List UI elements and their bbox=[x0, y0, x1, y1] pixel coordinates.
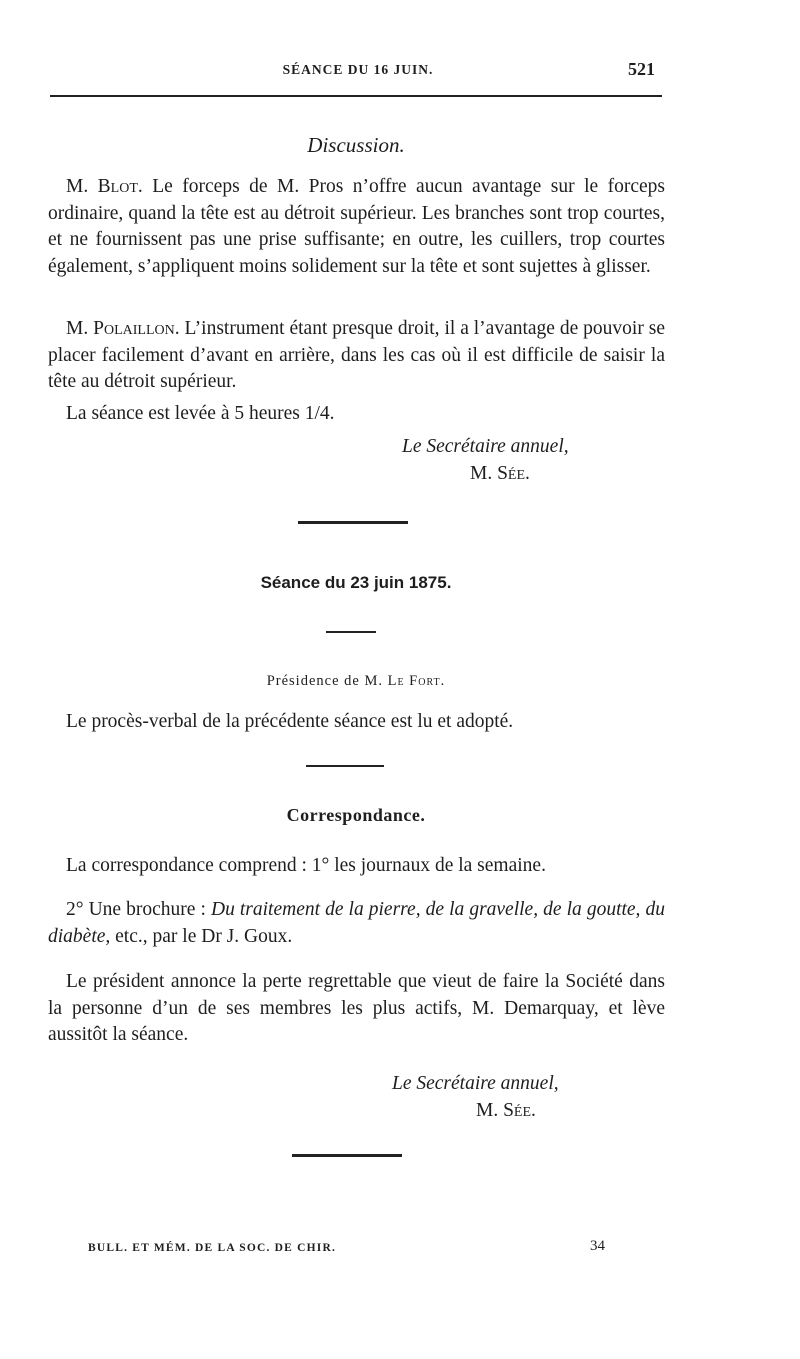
journal-footer: BULL. ET MÉM. DE LA SOC. DE CHIR. bbox=[88, 1242, 337, 1254]
running-title: SÉANCE DU 16 JUIN. bbox=[282, 62, 434, 77]
section-rule bbox=[298, 521, 408, 524]
correspondance-text-1: La correspondance comprend : 1° les journaux de la semaine. bbox=[66, 855, 546, 876]
closing-line bbox=[48, 401, 665, 428]
proces-verbal-paragraph bbox=[48, 709, 665, 736]
correspondance-heading: Correspondance. bbox=[286, 805, 426, 825]
brochure-suffix: etc., par le Dr J. Goux. bbox=[115, 925, 293, 947]
short-rule bbox=[326, 631, 376, 633]
polaillon-paragraph bbox=[48, 316, 665, 396]
brochure-prefix: 2° Une brochure : bbox=[66, 899, 206, 920]
blot-text: Le forceps de M. Pros n’offre aucun avantage sur le forceps ordinaire, quand la tête est au détroit supérieur. Les branches sont trop courtes, et ne fournissent pas une prise suffisante; en outre, les cuillers, trop courtes également, s’appliquent moins solidement sur la tête et sont sujettes à glisser. bbox=[48, 176, 666, 277]
signature-mark: 34 bbox=[590, 1238, 605, 1254]
short-rule-2 bbox=[306, 765, 384, 767]
blot-paragraph bbox=[48, 174, 665, 280]
presidence-name: Le Fort. bbox=[387, 673, 446, 689]
proces-verbal-text: Le procès-verbal de la précédente séance est lu et adopté. bbox=[66, 711, 514, 732]
discussion-heading: Discussion. bbox=[307, 133, 405, 157]
correspondance-line-1 bbox=[48, 853, 665, 880]
closing-text: La séance est levée à 5 heures 1/4. bbox=[66, 403, 335, 424]
speaker-polaillon: M. Polaillon. bbox=[66, 318, 180, 339]
presidence-prefix: Présidence de M. bbox=[266, 673, 383, 689]
signature-title: Le Secrétaire annuel, bbox=[402, 436, 569, 457]
correspondance-line-2 bbox=[48, 897, 665, 950]
seance-heading: Séance du 23 juin 1875. bbox=[260, 573, 452, 592]
page-number: 521 bbox=[628, 59, 655, 79]
speaker-blot: M. Blot. bbox=[66, 176, 143, 197]
polaillon-text: L’instrument étant presque droit, il a l’avantage de pouvoir se placer facilement d’avant en arrière, dans les cas où il est difficile de saisir la tête au détroit supérieur. bbox=[48, 318, 666, 392]
signature-name-2: M. Sée. bbox=[476, 1100, 536, 1121]
header-rule bbox=[50, 95, 662, 97]
brochure-title: Du traitement de la pierre, de la gravelle, de la goutte, du diabète, bbox=[48, 899, 665, 947]
announcement-paragraph bbox=[48, 969, 665, 1049]
signature-name: M. Sée. bbox=[470, 463, 530, 484]
announcement-text: Le président annonce la perte regrettable que vieut de faire la Société dans la personne d’un de ses membres les plus actifs, M. Demarquay, et lève aussitôt la séance. bbox=[48, 971, 665, 1045]
end-rule bbox=[292, 1154, 402, 1157]
signature-title-2: Le Secrétaire annuel, bbox=[392, 1073, 559, 1094]
presidence-line bbox=[48, 673, 664, 690]
